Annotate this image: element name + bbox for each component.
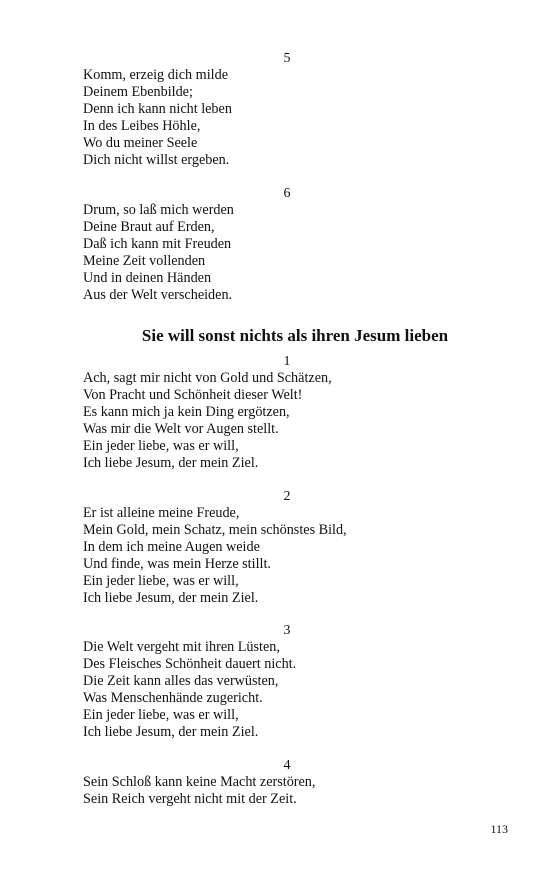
verse-line: Des Fleisches Schönheit dauert nicht. (83, 655, 297, 672)
verse-line: Ich liebe Jesum, der mein Ziel. (83, 723, 259, 740)
verse-line: Wo du meiner Seele (83, 134, 198, 151)
verse-line: Sein Schloß kann keine Macht zerstören, (83, 774, 316, 790)
stanza-number: 3 (283, 623, 291, 638)
verse-line: Die Welt vergeht mit ihren Lüsten, (83, 639, 280, 655)
verse-line: Meine Zeit vollenden (83, 252, 206, 269)
poem-title: Sie will sonst nichts als ihren Jesum lieben (141, 326, 449, 345)
verse-line: Es kann mich ja kein Ding ergötzen, (83, 403, 290, 420)
stanza-number: 6 (283, 186, 291, 201)
verse-line: Komm, erzeig dich milde (83, 67, 228, 83)
verse-line: Mein Gold, mein Schatz, mein schönstes Bild, (83, 521, 347, 538)
stanza-number: 4 (283, 758, 291, 773)
stanza-5 (83, 50, 503, 168)
verse-line: Was mir die Welt vor Augen stellt. (83, 420, 279, 437)
verse-line: Ein jeder liebe, was er will, (83, 437, 239, 454)
verse-line: In des Leibes Höhle, (83, 117, 201, 134)
stanza-6 (83, 185, 503, 303)
verse-line: Deine Braut auf Erden, (83, 218, 215, 235)
verse-line: Von Pracht und Schönheit dieser Welt! (83, 386, 303, 403)
stanza-number: 1 (283, 354, 291, 369)
verse-line: Deinem Ebenbilde; (83, 83, 193, 100)
verse-line: Ich liebe Jesum, der mein Ziel. (83, 589, 259, 606)
verse-line: Denn ich kann nicht leben (83, 100, 232, 117)
verse-line: In dem ich meine Augen weide (83, 538, 260, 555)
verse-line: Und in deinen Händen (83, 269, 212, 286)
verse-line: Er ist alleine meine Freude, (83, 505, 240, 521)
verse-line: Ich liebe Jesum, der mein Ziel. (83, 454, 259, 471)
stanza-1 (83, 353, 503, 471)
verse-line: Ein jeder liebe, was er will, (83, 572, 239, 589)
verse-line: Die Zeit kann alles das verwüsten, (83, 672, 279, 689)
stanza-4 (83, 757, 503, 808)
stanza-number: 5 (283, 51, 291, 66)
verse-line: Aus der Welt verscheiden. (83, 286, 233, 303)
stanza-3 (83, 622, 503, 740)
verse-line: Dich nicht willst ergeben. (83, 151, 230, 168)
verse-line: Ach, sagt mir nicht von Gold und Schätzen, (83, 370, 332, 386)
verse-line: Was Menschenhände zugericht. (83, 689, 263, 706)
verse-line: Sein Reich vergeht nicht mit der Zeit. (83, 790, 297, 807)
verse-line: Ein jeder liebe, was er will, (83, 706, 239, 723)
verse-line: Daß ich kann mit Freuden (83, 235, 232, 252)
stanza-2 (83, 488, 503, 606)
page-number: 113 (490, 822, 508, 836)
verse-line: Und finde, was mein Herze stillt. (83, 555, 271, 572)
stanza-number: 2 (283, 489, 291, 504)
verse-line: Drum, so laß mich werden (83, 202, 234, 218)
